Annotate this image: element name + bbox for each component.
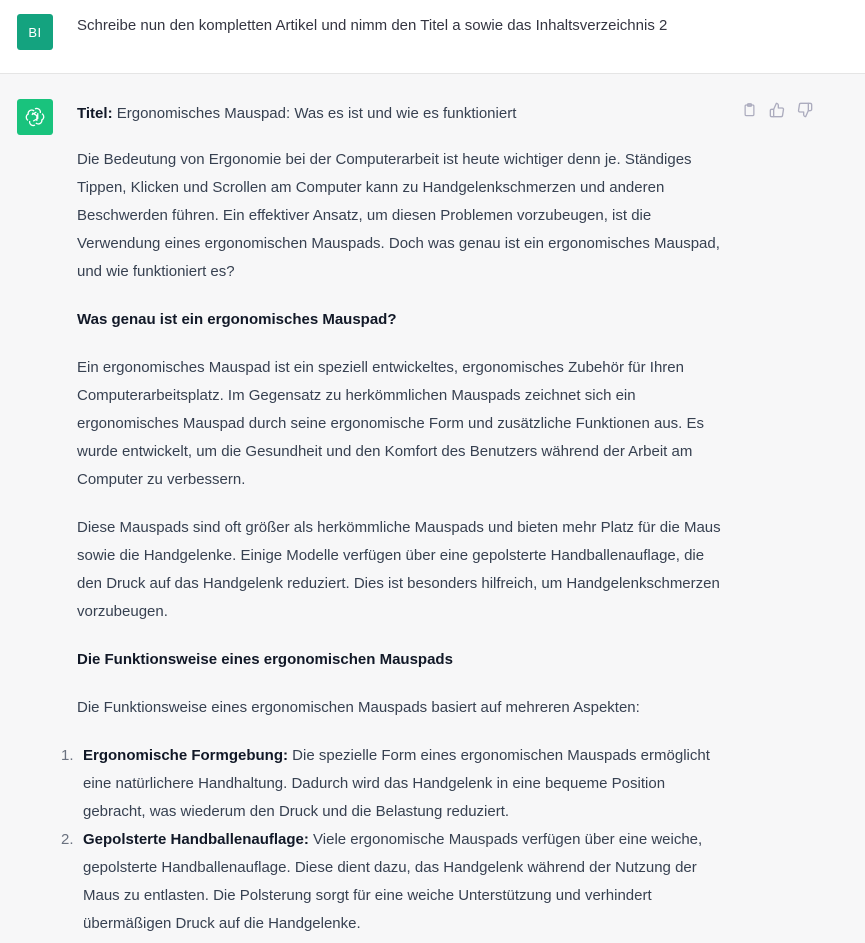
- list-item-bold: Gepolsterte Handballenauflage:: [83, 831, 309, 848]
- paragraph-1: Ein ergonomisches Mauspad ist ein speziell entwickeltes, ergonomisches Zubehör für Ihren Computerarbeitsplatz. Im Gegensatz zu herkömmlichen Mauspads zeichnet sich ein ergonomisches Mauspad durch seine ergonomische Form und zusätzliche Funktionen aus. Es wurde entwickelt, um die Gesundheit und den Komfort des Benutzers während der Arbeit am Computer zu verbessern.: [77, 359, 704, 488]
- assistant-message-content: [61, 100, 732, 938]
- user-message-text: Schreibe nun den kompletten Artikel und nimm den Titel a sowie das Inhaltsverzeichnis 2: [77, 17, 668, 34]
- paragraph-3: Die Funktionsweise eines ergonomischen Mauspads basiert auf mehreren Aspekten:: [77, 699, 640, 716]
- openai-logo-icon: [24, 106, 46, 128]
- aspects-list: [61, 742, 716, 938]
- article-title: [77, 100, 732, 128]
- paragraph-2: Diese Mauspads sind oft größer als herkömmliche Mauspads und bieten mehr Platz für die Maus sowie die Handgelenke. Einige Modelle verfügen über eine gepolsterte Handballenauflage, die den Druck auf das Handgelenk reduziert. Dies ist besonders hilfreich, um Handgelenkschmerzen vorzubeugen.: [77, 519, 721, 620]
- title-label: Titel:: [77, 105, 113, 122]
- intro-paragraph: Die Bedeutung von Ergonomie bei der Computerarbeit ist heute wichtiger denn je. Ständiges Tippen, Klicken und Scrollen am Computer kann zu Handgelenkschmerzen und anderen Beschwerden führen. Ein effektiver Ansatz, um diesen Problemen vorzubeugen, ist die Verwendung eines ergonomischen Mauspads. Doch was genau ist ein ergonomisches Mauspad, und wie funktioniert es?: [77, 151, 720, 280]
- section-heading-2: Die Funktionsweise eines ergonomischen Mauspads: [77, 651, 453, 668]
- list-item-number: 1.: [61, 747, 74, 764]
- thumbs-down-icon[interactable]: [796, 101, 814, 119]
- list-item-bold: Ergonomische Formgebung:: [83, 747, 289, 764]
- assistant-message-row: [0, 74, 865, 943]
- assistant-avatar: [17, 99, 53, 135]
- list-item-text: Die spezielle Form eines ergonomischen Mauspads ermöglicht eine natürlichere Handhaltung. Dadurch wird das Handgelenk in eine bequeme Position gebracht, was wiederum den Druck und die Belastung reduziert.: [83, 747, 710, 820]
- title-text: Ergonomisches Mauspad: Was es ist und wie es funktioniert: [116, 105, 517, 122]
- list-item: [61, 826, 716, 938]
- section-heading-1: Was genau ist ein ergonomisches Mauspad?: [77, 311, 397, 328]
- list-item-text: Viele ergonomische Mauspads verfügen über eine weiche, gepolsterte Handballenauflage. Diese dient dazu, das Handgelenk während der Nutzung der Maus zu entlasten. Die Polsterung sorgt für eine weiche Unterstützung und verhindert übermäßigen Druck auf die Handgelenke.: [83, 831, 703, 932]
- clipboard-icon[interactable]: [740, 101, 758, 119]
- list-item: [61, 742, 716, 826]
- thumbs-up-icon[interactable]: [768, 101, 786, 119]
- list-item-number: 2.: [61, 831, 74, 848]
- user-avatar-initials: BI: [28, 24, 42, 40]
- user-message-row: [0, 0, 865, 74]
- message-actions: [740, 101, 814, 119]
- user-avatar: [17, 14, 53, 50]
